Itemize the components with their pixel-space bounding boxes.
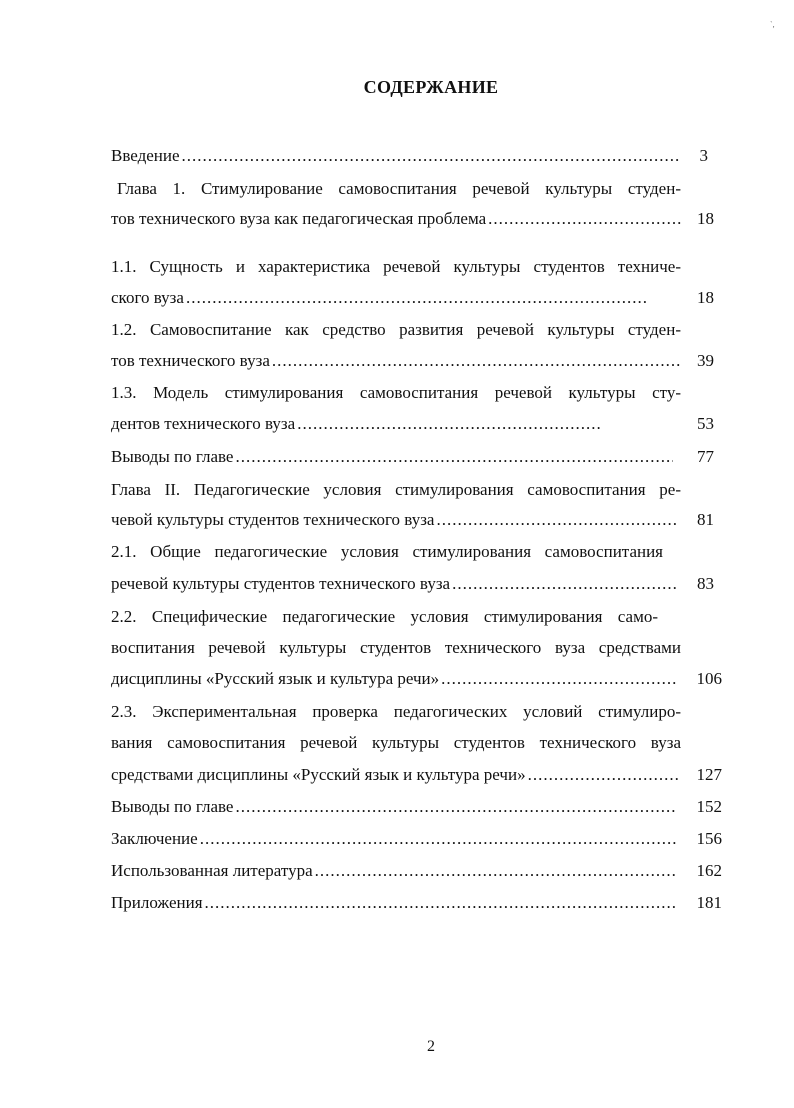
toc-page-number: 106 <box>696 669 722 688</box>
toc-entry-label: Выводы по главе <box>111 447 234 466</box>
toc-page-number: 39 <box>697 351 714 370</box>
leader-dots <box>182 144 681 168</box>
toc-entry-label: Выводы по главе <box>111 797 234 816</box>
toc-entry-references[interactable] <box>111 859 678 883</box>
leader-dots <box>315 859 678 883</box>
toc-entry-label: тов технического вуза как педагогическая проблема <box>111 209 487 228</box>
leader-dots <box>297 412 601 436</box>
toc-page-number: 156 <box>696 829 722 848</box>
toc-page-number: 152 <box>696 797 722 816</box>
toc-page-number: 77 <box>697 447 714 466</box>
toc-entry-label: средствами дисциплины «Русский язык и культура речи» <box>111 765 526 784</box>
toc-entry-section-1-1-cont[interactable] <box>111 286 646 310</box>
toc-entry-section-2-1[interactable]: 2.1. Общие педагогические условия стимулирования самовоспитания <box>111 542 663 561</box>
toc-page-number: 81 <box>697 510 714 529</box>
leader-dots <box>200 827 678 851</box>
toc-entry-label: чевой культуры студентов технического вуза <box>111 510 435 529</box>
toc-entry-section-2-1-cont[interactable] <box>111 572 676 596</box>
toc-entry-conclusions-ch1[interactable] <box>111 445 673 469</box>
toc-entry-appendices[interactable] <box>111 891 678 915</box>
scan-artifact: `, <box>770 20 775 29</box>
leader-dots <box>235 445 673 469</box>
toc-entry-label: тов технического вуза <box>111 351 270 370</box>
toc-entry-label: Введение <box>111 146 180 165</box>
toc-page-number: 181 <box>696 893 722 912</box>
leader-dots <box>272 349 681 373</box>
toc-page-number: 3 <box>699 146 708 165</box>
toc-entry-conclusions-ch2[interactable] <box>111 795 676 819</box>
toc-page-number: 18 <box>697 288 714 307</box>
toc-entry-section-1-2[interactable]: 1.2. Самовоспитание как средство развития речевой культуры студен- <box>111 320 681 339</box>
toc-entry-label: дентов технического вуза <box>111 414 296 433</box>
toc-entry-section-2-3-cont2[interactable] <box>111 763 678 787</box>
toc-page-number: 127 <box>696 765 722 784</box>
leader-dots <box>205 891 678 915</box>
toc-entry-section-2-2-cont2[interactable] <box>111 667 678 691</box>
toc-entry-section-2-3-cont[interactable]: вания самовоспитания речевой культуры студентов технического вуза <box>111 733 681 752</box>
toc-entry-section-2-2[interactable]: 2.2. Специфические педагогические условия стимулирования само- <box>111 607 658 626</box>
leader-dots <box>528 763 678 787</box>
toc-entry-chapter-2[interactable]: Глава II. Педагогические условия стимулирования самовоспитания ре- <box>111 480 681 499</box>
toc-entry-section-1-3-cont[interactable] <box>111 412 601 436</box>
toc-entry-label: дисциплины «Русский язык и культура речи» <box>111 669 440 688</box>
toc-entry-chapter-1-cont[interactable] <box>111 207 681 231</box>
toc-entry-section-2-3[interactable]: 2.3. Экспериментальная проверка педагогических условий стимулиро- <box>111 702 681 721</box>
page-title: СОДЕРЖАНИЕ <box>363 77 499 97</box>
toc-entry-section-1-1[interactable]: 1.1. Сущность и характеристика речевой культуры студентов техниче- <box>111 257 681 276</box>
toc-entry-label: Заключение <box>111 829 198 848</box>
toc-entry-chapter-2-cont[interactable] <box>111 508 676 532</box>
leader-dots <box>441 667 678 691</box>
leader-dots <box>186 286 646 310</box>
leader-dots <box>452 572 676 596</box>
toc-page-number: 53 <box>697 414 714 433</box>
toc-entry-section-2-2-cont[interactable]: воспитания речевой культуры студентов технического вуза средствами <box>111 638 681 657</box>
leader-dots <box>235 795 676 819</box>
toc-entry-section-1-2-cont[interactable] <box>111 349 681 373</box>
toc-page-number: 83 <box>697 574 714 593</box>
toc-entry-chapter-1[interactable]: Глава 1. Стимулирование самовоспитания речевой культуры студен- <box>117 179 681 198</box>
leader-dots <box>488 207 681 231</box>
page-number: 2 <box>427 1038 435 1055</box>
toc-entry-conclusion[interactable] <box>111 827 678 851</box>
toc-entry-label: Приложения <box>111 893 203 912</box>
toc-entry-label: речевой культуры студентов технического вуза <box>111 574 451 593</box>
toc-entry-label: Использованная литература <box>111 861 313 880</box>
leader-dots <box>436 508 676 532</box>
toc-entry-label: ского вуза <box>111 288 184 307</box>
toc-page-number: 18 <box>697 209 714 228</box>
toc-entry-introduction[interactable] <box>111 144 681 168</box>
toc-page-number: 162 <box>696 861 722 880</box>
toc-entry-section-1-3[interactable]: 1.3. Модель стимулирования самовоспитания речевой культуры сту- <box>111 383 681 402</box>
